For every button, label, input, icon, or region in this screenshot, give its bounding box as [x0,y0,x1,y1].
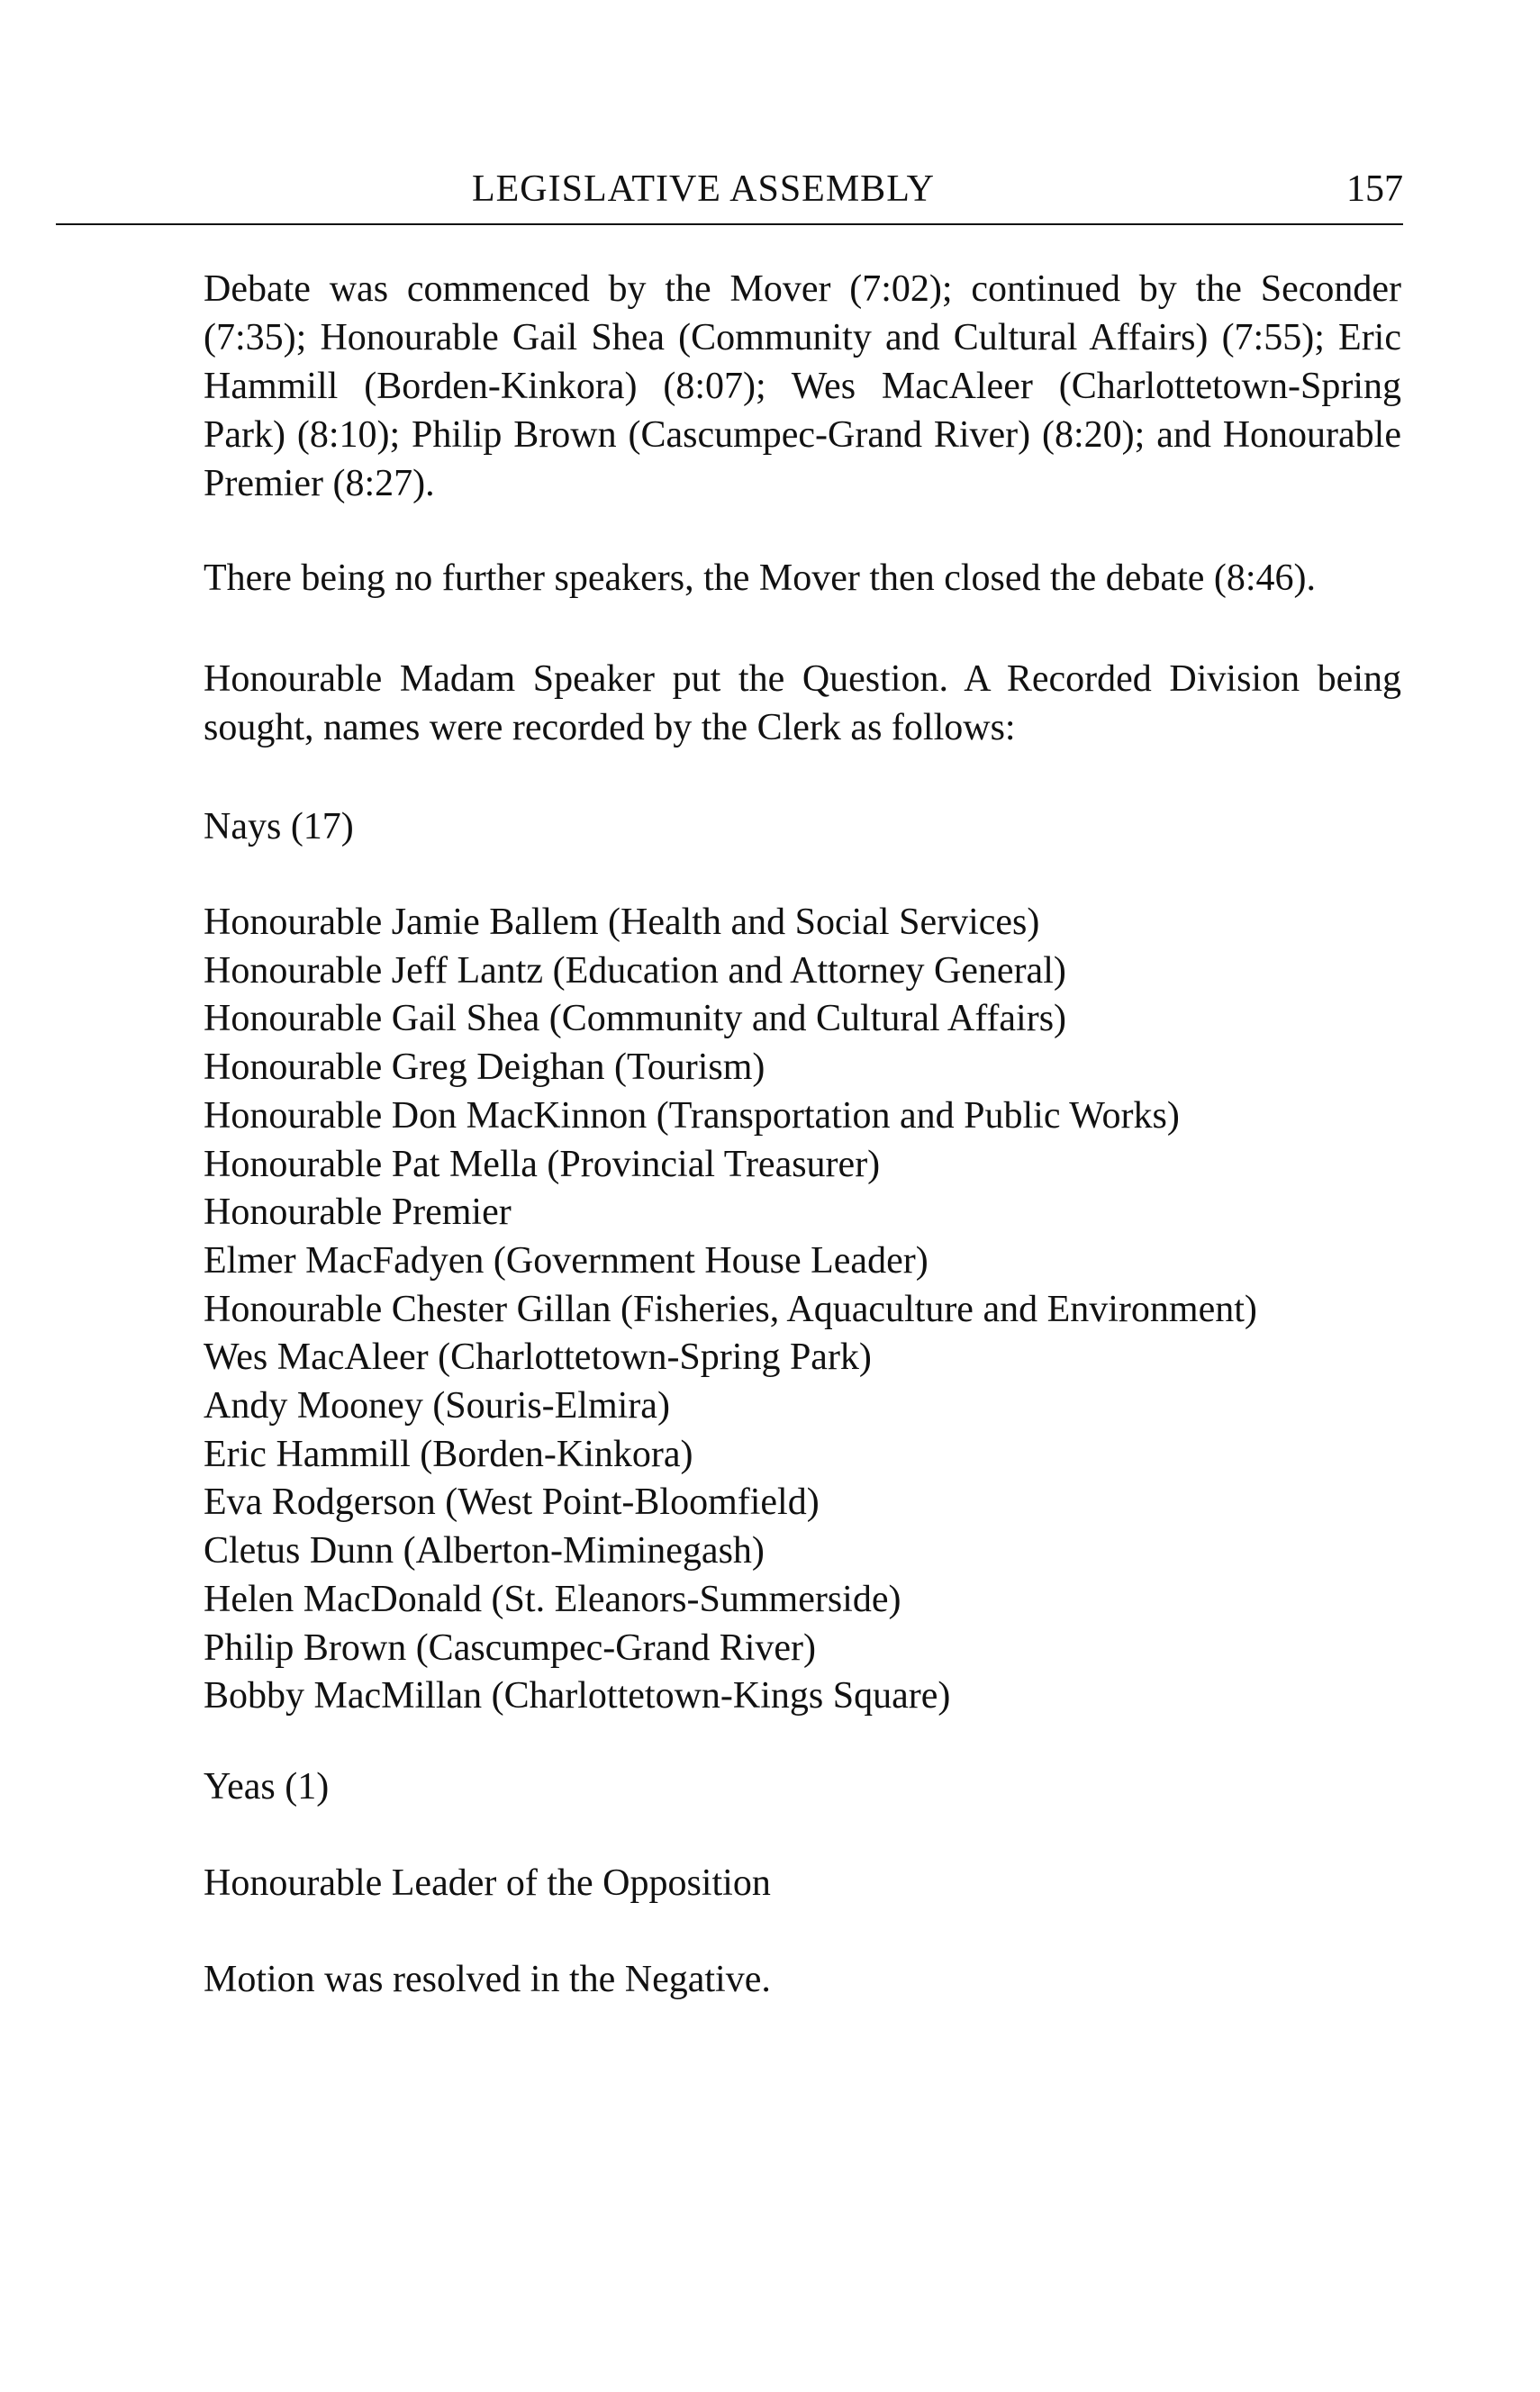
nays-member: Cletus Dunn (Alberton-Miminegash) [204,1530,765,1572]
nays-member: Helen MacDonald (St. Eleanors-Summerside) [204,1578,901,1620]
nays-member: Honourable Gail Shea (Community and Cultural Affairs) [204,998,1067,1040]
nays-member: Wes MacAleer (Charlottetown-Spring Park) [204,1336,872,1379]
nays-member: Honourable Jeff Lantz (Education and Attorney General) [204,949,1066,992]
nays-member-list [204,899,1257,1721]
running-title: LEGISLATIVE ASSEMBLY [472,168,935,210]
question-paragraph: Honourable Madam Speaker put the Question. A Recorded Division being sought, names were recorded by the Clerk as follows: [204,658,1401,748]
nays-member: Elmer MacFadyen (Government House Leader) [204,1239,929,1282]
nays-member: Honourable Chester Gillan (Fisheries, Aquaculture and Environment) [204,1288,1257,1330]
nays-heading: Nays (17) [204,806,354,847]
nays-member: Andy Mooney (Souris-Elmira) [204,1385,670,1427]
closing-paragraph: There being no further speakers, the Mover then closed the debate (8:46). [204,557,1317,599]
page-header [56,160,1403,225]
nays-member: Honourable Jamie Ballem (Health and Social Services) [204,902,1040,943]
nays-member: Honourable Premier [204,1191,512,1234]
nays-member: Philip Brown (Cascumpec-Grand River) [204,1626,817,1669]
page-number: 157 [1346,168,1403,210]
nays-member: Eric Hammill (Borden-Kinkora) [204,1433,693,1475]
nays-member: Honourable Don MacKinnon (Transportation and Public Works) [204,1094,1180,1137]
debate-paragraph: Debate was commenced by the Mover (7:02); continued by the Seconder (7:35); Honourable Gail Shea (Community and Cultural Affairs) (7:55); Eric Hammill (Borden-Kinkora) (8:07); Wes MacAleer (Charlottetown-Spring Park) (8:10); Philip Brown (Cascumpec-Grand River) (8:20); and Honourable Premier (8:27). [204,268,1401,504]
nays-member: Honourable Greg Deighan (Tourism) [204,1046,765,1089]
motion-result: Motion was resolved in the Negative. [204,1959,771,2000]
nays-member: Honourable Pat Mella (Provincial Treasurer) [204,1143,881,1185]
yeas-heading: Yeas (1) [204,1766,330,1808]
yeas-member: Honourable Leader of the Opposition [204,1862,771,1904]
nays-member: Bobby MacMillan (Charlottetown-Kings Square) [204,1675,951,1717]
nays-member: Eva Rodgerson (West Point-Bloomfield) [204,1481,820,1524]
